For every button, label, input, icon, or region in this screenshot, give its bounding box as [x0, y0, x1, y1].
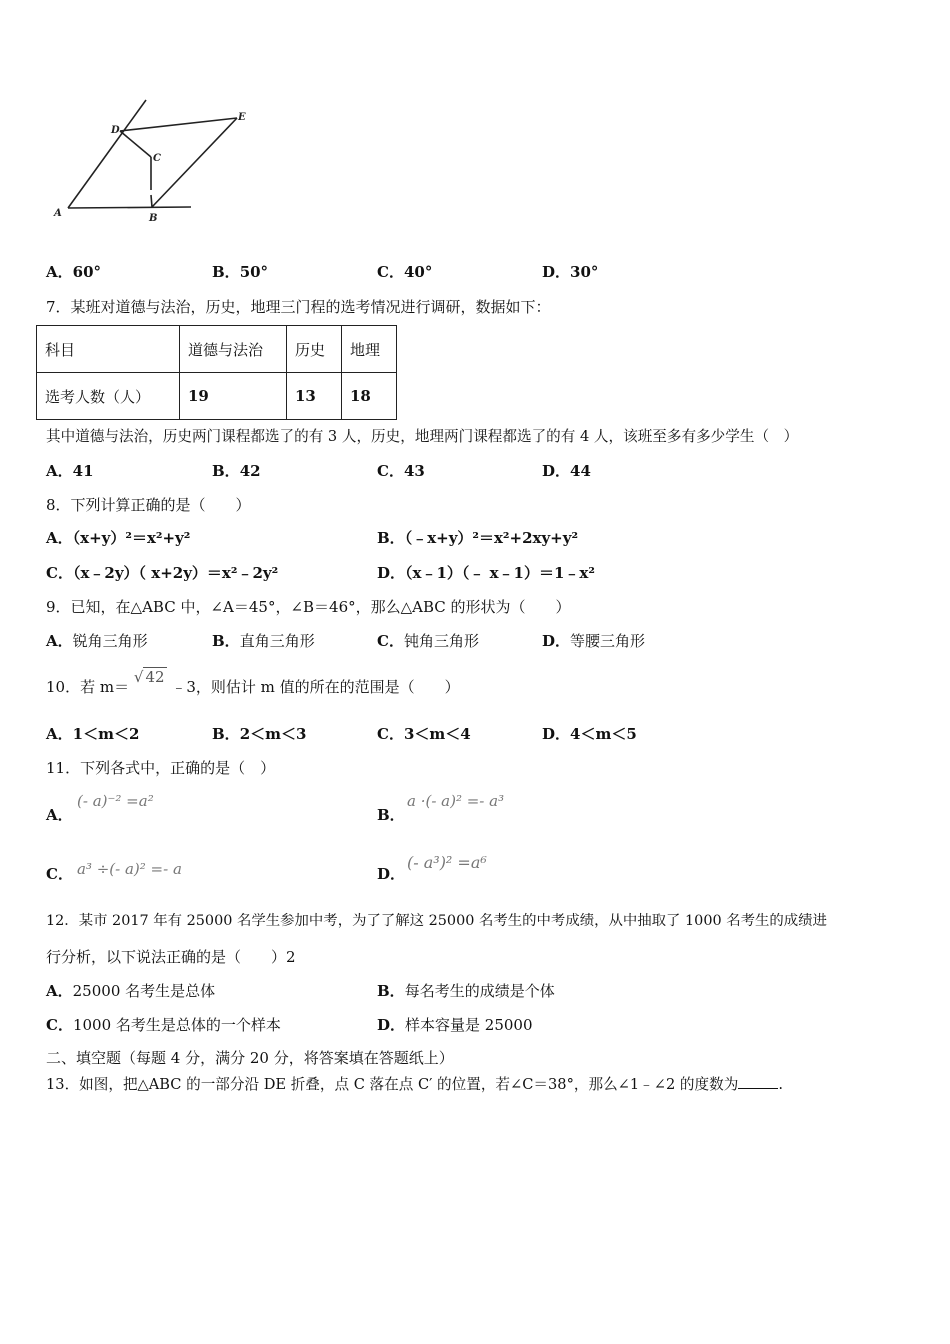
q6-option-c[interactable]: C．40° — [377, 263, 433, 281]
q9-option-a[interactable]: A．锐角三角形 — [46, 632, 148, 650]
q10-option-d[interactable]: D．4＜m＜5 — [542, 725, 637, 743]
q11-option-c-expr: a³ ÷(- a)² =- a — [77, 860, 182, 878]
q12-option-b[interactable]: B．每名考生的成绩是个体 — [377, 982, 555, 1000]
label-d: D — [111, 125, 120, 136]
q9-option-c[interactable]: C．钝角三角形 — [377, 632, 479, 650]
q10-option-b[interactable]: B．2＜m＜3 — [212, 725, 307, 743]
table-header-cell: 历史 — [287, 326, 342, 373]
label-b: B — [149, 213, 158, 224]
answer-blank[interactable] — [738, 1076, 778, 1089]
q9-option-b[interactable]: B．直角三角形 — [212, 632, 315, 650]
q7-option-c[interactable]: C．43 — [377, 462, 425, 480]
line-a-b — [68, 207, 191, 208]
sqrt-icon: √ — [133, 668, 144, 686]
q13-stem-text: 13．如图，把△ABC 的一部分沿 DE 折叠，点 C 落在点 C′ 的位置，若∠C＝38°，那么∠1﹣∠2 的度数为 — [46, 1076, 739, 1093]
table-header-cell: 道德与法治 — [180, 326, 287, 373]
q10-sqrt — [134, 668, 167, 686]
q11-stem: 11．下列各式中，正确的是（ ） — [46, 759, 276, 777]
q12-stem-line1: 12．某市 2017 年有 25000 名学生参加中考，为了了解这 25000 名考生的中考成绩，从中抽取了 1000 名考生的成绩进 — [46, 913, 827, 929]
label-a: A — [54, 208, 62, 219]
line-a-extended — [68, 100, 146, 208]
q7-question: 其中道德与法治，历史两门课程都选了的有 3 人，历史，地理两门课程都选了的有 4 人，该班至多有多少学生（ ） — [46, 428, 799, 445]
q8-option-a[interactable]: A．（x+y）²＝x²+y² — [46, 529, 191, 547]
q8-option-b[interactable]: B．（﹣x+y）²＝x²+2xy+y² — [377, 529, 579, 547]
section-title: 二、填空题（每题 4 分，满分 20 分，将答案填在答题纸上） — [46, 1049, 454, 1067]
table-cell: 18 — [342, 373, 397, 420]
q13-stem — [46, 1073, 783, 1094]
label-c: C — [153, 153, 161, 164]
line-d-e — [120, 118, 237, 131]
q7-option-b[interactable]: B．42 — [212, 462, 261, 480]
q13-tail: . — [778, 1076, 783, 1093]
table-header-cell: 科目 — [37, 326, 180, 373]
line-d-c — [120, 131, 151, 157]
line-c-b-lower — [151, 195, 152, 207]
q11-option-d-expr: (- a³)² =a⁶ — [407, 853, 487, 872]
q6-option-b[interactable]: B．50° — [212, 263, 269, 281]
q12-option-a[interactable]: A．25000 名考生是总体 — [46, 982, 216, 1000]
q12-option-d[interactable]: D．样本容量是 25000 — [377, 1016, 533, 1034]
q9-stem: 9．已知，在△ABC 中，∠A＝45°，∠B＝46°，那么△ABC 的形状为（ ） — [46, 598, 571, 616]
q10-radicand: 42 — [145, 668, 165, 686]
q11-option-c[interactable]: C． — [46, 865, 73, 883]
q11-option-b[interactable]: B． — [377, 806, 405, 824]
q6-option-a[interactable]: A．60° — [46, 263, 102, 281]
q7-stem: 7．某班对道德与法治，历史，地理三门程的选考情况进行调研，数据如下： — [46, 298, 551, 316]
q8-option-d[interactable]: D．（x﹣1）（﹣ x﹣1）＝1﹣x² — [377, 564, 595, 582]
q7-option-d[interactable]: D．44 — [542, 462, 591, 480]
q7-data-table — [36, 325, 397, 420]
q10-stem — [46, 668, 460, 697]
q12-option-c[interactable]: C．1000 名考生是总体的一个样本 — [46, 1016, 281, 1034]
q10-option-c[interactable]: C．3＜m＜4 — [377, 725, 471, 743]
line-e-b — [152, 118, 237, 207]
q12-stem-line2: 行分析，以下说法正确的是（ ）2 — [46, 948, 296, 966]
q8-option-c[interactable]: C．（x﹣2y）（ x+2y）＝x²﹣2y² — [46, 564, 279, 582]
label-e: E — [238, 112, 246, 123]
q10-stem-prefix: 10．若 m＝ — [46, 678, 130, 696]
table-cell: 19 — [180, 373, 287, 420]
q6-option-d[interactable]: D．30° — [542, 263, 599, 281]
q11-option-a[interactable]: A． — [46, 806, 73, 824]
q11-option-a-expr: (- a)⁻² =a² — [77, 792, 154, 810]
table-row — [37, 373, 397, 420]
table-cell: 选考人数（人） — [37, 373, 180, 420]
q10-option-a[interactable]: A．1＜m＜2 — [46, 725, 140, 743]
q7-option-a[interactable]: A．41 — [46, 462, 94, 480]
q8-stem: 8．下列计算正确的是（ ） — [46, 496, 251, 514]
table-header-cell: 地理 — [342, 326, 397, 373]
table-cell: 13 — [287, 373, 342, 420]
q10-stem-suffix: ﹣3，则估计 m 值的所在的范围是（ ） — [171, 678, 460, 696]
q11-option-d[interactable]: D． — [377, 865, 406, 883]
q11-option-b-expr: a ·(- a)² =- a³ — [407, 792, 505, 810]
table-row — [37, 326, 397, 373]
geometry-figure — [40, 95, 270, 230]
q9-option-d[interactable]: D．等腰三角形 — [542, 632, 646, 650]
